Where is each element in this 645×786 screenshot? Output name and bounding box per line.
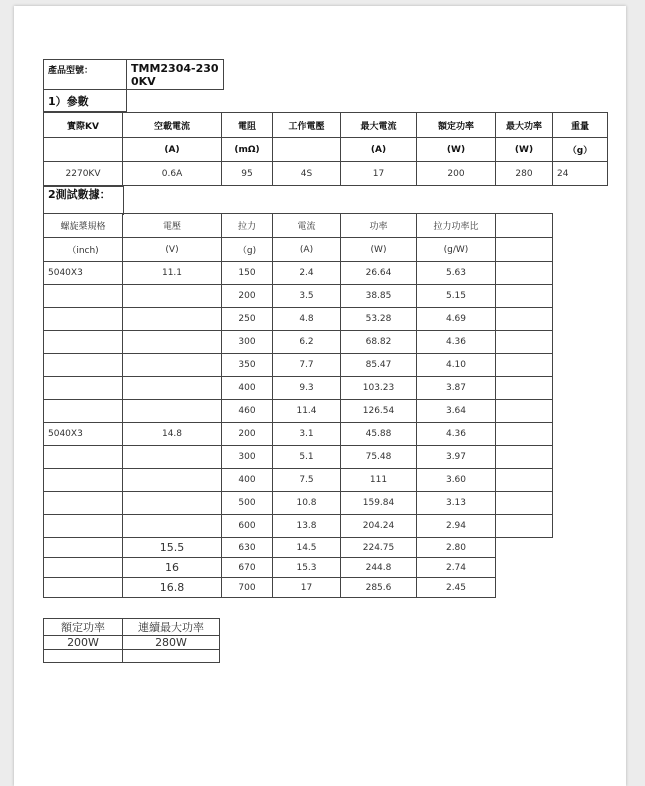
test-cell: 26.64	[341, 262, 417, 285]
test-cell: 53.28	[341, 308, 417, 331]
test-cell	[123, 515, 222, 538]
test-cell: 4.10	[417, 354, 496, 377]
test-cell: 2.94	[417, 515, 496, 538]
test-cell: 244.8	[341, 558, 417, 578]
test-cell	[123, 469, 222, 492]
test-cell-blank	[496, 354, 553, 377]
test-cell: 200	[222, 423, 273, 446]
test-cell	[123, 400, 222, 423]
param-header-kv: 實際KV	[44, 113, 123, 138]
test-cell	[123, 446, 222, 469]
test-cell	[44, 446, 123, 469]
test-cell: 2.45	[417, 578, 496, 598]
test-cell	[44, 377, 123, 400]
test-cell	[123, 354, 222, 377]
test-cell: 400	[222, 469, 273, 492]
test-cell: 7.5	[273, 469, 341, 492]
test-cell: 45.88	[341, 423, 417, 446]
test-data-row	[44, 285, 553, 308]
test-cell-blank	[496, 515, 553, 538]
test-unit: (g/W)	[417, 238, 496, 262]
test-data-row	[44, 538, 553, 558]
test-cell: 670	[222, 558, 273, 578]
test-data-row	[44, 558, 553, 578]
test-cell	[44, 400, 123, 423]
test-cell: 17	[273, 578, 341, 598]
test-cell: 15.5	[123, 538, 222, 558]
test-cell	[44, 285, 123, 308]
test-cell	[44, 538, 123, 558]
test-cell: 38.85	[341, 285, 417, 308]
section1-title: 1）參數	[44, 90, 127, 112]
test-data-row	[44, 354, 553, 377]
param-unit: (A)	[341, 138, 417, 162]
test-cell: 126.54	[341, 400, 417, 423]
section2-title: 2測試數據：	[44, 187, 124, 215]
test-unit: （g)	[222, 238, 273, 262]
param-value: 17	[341, 162, 417, 186]
test-cell: 300	[222, 331, 273, 354]
test-data-row	[44, 331, 553, 354]
test-cell: 400	[222, 377, 273, 400]
test-data-row	[44, 308, 553, 331]
test-cell	[123, 308, 222, 331]
test-cell: 11.1	[123, 262, 222, 285]
test-cell	[44, 308, 123, 331]
test-cell: 630	[222, 538, 273, 558]
test-header-power: 功率	[341, 214, 417, 238]
test-cell: 2.80	[417, 538, 496, 558]
test-cell: 4.36	[417, 331, 496, 354]
test-cell: 6.2	[273, 331, 341, 354]
test-cell: 700	[222, 578, 273, 598]
param-unit: （g）	[553, 138, 608, 162]
test-header-voltage: 電壓	[123, 214, 222, 238]
test-cell: 300	[222, 446, 273, 469]
test-cell: 500	[222, 492, 273, 515]
test-header-blank	[496, 214, 553, 238]
test-cell: 600	[222, 515, 273, 538]
test-cell: 103.23	[341, 377, 417, 400]
test-data-row	[44, 400, 553, 423]
test-cell	[44, 558, 123, 578]
test-cell: 16	[123, 558, 222, 578]
param-value: 24	[553, 162, 608, 186]
test-cell	[44, 492, 123, 515]
test-cell: 5.1	[273, 446, 341, 469]
test-cell: 15.3	[273, 558, 341, 578]
params-table	[43, 112, 608, 186]
test-cell: 5040X3	[44, 423, 123, 446]
param-header-weight: 重量	[553, 113, 608, 138]
test-cell-blank	[496, 331, 553, 354]
test-cell: 10.8	[273, 492, 341, 515]
test-cell: 200	[222, 285, 273, 308]
param-unit: (A)	[123, 138, 222, 162]
test-cell: 224.75	[341, 538, 417, 558]
test-data-row	[44, 262, 553, 285]
test-cell	[123, 285, 222, 308]
param-header-noload-current: 空載電流	[123, 113, 222, 138]
test-cell-blank	[496, 423, 553, 446]
summary-header-max-continuous-power: 連續最大功率	[123, 619, 220, 636]
test-data-row	[44, 377, 553, 400]
test-cell	[44, 578, 123, 598]
test-data-row	[44, 515, 553, 538]
test-cell: 3.1	[273, 423, 341, 446]
test-cell	[123, 331, 222, 354]
param-header-resistance: 電阻	[222, 113, 273, 138]
test-cell: 285.6	[341, 578, 417, 598]
test-unit: （inch)	[44, 238, 123, 262]
param-unit	[44, 138, 123, 162]
test-cell: 5.63	[417, 262, 496, 285]
param-header-voltage: 工作電壓	[273, 113, 341, 138]
test-cell: 13.8	[273, 515, 341, 538]
param-value: 200	[417, 162, 496, 186]
param-value: 0.6A	[123, 162, 222, 186]
section2-title-box	[43, 186, 124, 215]
test-cell: 111	[341, 469, 417, 492]
test-cell: 159.84	[341, 492, 417, 515]
test-cell	[44, 354, 123, 377]
param-header-max-power: 最大功率	[496, 113, 553, 138]
test-cell	[123, 492, 222, 515]
test-cell-blank	[496, 469, 553, 492]
model-value: TMM2304-2300KV	[127, 60, 224, 90]
summary-value-rated-power: 200W	[44, 636, 123, 650]
param-header-max-current: 最大電流	[341, 113, 417, 138]
param-unit: (W)	[417, 138, 496, 162]
test-cell: 5.15	[417, 285, 496, 308]
test-cell: 4.36	[417, 423, 496, 446]
param-value: 95	[222, 162, 273, 186]
test-cell: 16.8	[123, 578, 222, 598]
test-header-efficiency: 拉力功率比	[417, 214, 496, 238]
test-cell	[44, 331, 123, 354]
test-data-table	[43, 213, 553, 598]
test-cell: 460	[222, 400, 273, 423]
test-cell: 85.47	[341, 354, 417, 377]
test-cell-blank	[496, 492, 553, 515]
test-cell: 2.4	[273, 262, 341, 285]
test-cell-blank	[496, 285, 553, 308]
test-data-row	[44, 492, 553, 515]
param-value: 280	[496, 162, 553, 186]
test-data-row	[44, 469, 553, 492]
test-header-current: 電流	[273, 214, 341, 238]
test-cell-blank	[496, 262, 553, 285]
test-header-propeller: 螺旋槳規格	[44, 214, 123, 238]
test-cell	[44, 515, 123, 538]
test-data-row	[44, 446, 553, 469]
test-cell: 3.97	[417, 446, 496, 469]
test-cell: 4.69	[417, 308, 496, 331]
test-cell-blank	[496, 308, 553, 331]
test-data-row	[44, 423, 553, 446]
param-unit	[273, 138, 341, 162]
test-cell: 3.5	[273, 285, 341, 308]
test-cell: 5040X3	[44, 262, 123, 285]
test-unit-blank	[496, 238, 553, 262]
model-label: 產品型號：	[44, 60, 127, 90]
summary-value-max-continuous-power: 280W	[123, 636, 220, 650]
test-cell: 3.87	[417, 377, 496, 400]
param-value: 4S	[273, 162, 341, 186]
test-header-thrust: 拉力	[222, 214, 273, 238]
test-cell	[123, 377, 222, 400]
test-cell: 3.60	[417, 469, 496, 492]
test-cell: 3.64	[417, 400, 496, 423]
test-cell: 14.5	[273, 538, 341, 558]
test-cell: 75.48	[341, 446, 417, 469]
param-value: 2270KV	[44, 162, 123, 186]
test-cell: 68.82	[341, 331, 417, 354]
param-header-rated-power: 額定功率	[417, 113, 496, 138]
test-cell: 7.7	[273, 354, 341, 377]
test-cell-blank	[496, 446, 553, 469]
test-cell: 3.13	[417, 492, 496, 515]
test-cell: 204.24	[341, 515, 417, 538]
summary-blank-cell	[123, 650, 220, 663]
param-unit: (mΩ)	[222, 138, 273, 162]
test-cell: 4.8	[273, 308, 341, 331]
test-cell-blank	[496, 377, 553, 400]
test-data-row	[44, 578, 553, 598]
test-unit: (V)	[123, 238, 222, 262]
summary-table	[43, 618, 220, 663]
test-cell: 250	[222, 308, 273, 331]
param-unit: (W)	[496, 138, 553, 162]
test-cell: 2.74	[417, 558, 496, 578]
test-unit: (W)	[341, 238, 417, 262]
test-cell	[44, 469, 123, 492]
test-cell: 350	[222, 354, 273, 377]
test-cell: 11.4	[273, 400, 341, 423]
test-cell: 150	[222, 262, 273, 285]
model-table	[43, 59, 224, 112]
test-cell-blank	[496, 400, 553, 423]
test-cell: 9.3	[273, 377, 341, 400]
test-cell: 14.8	[123, 423, 222, 446]
summary-header-rated-power: 額定功率	[44, 619, 123, 636]
summary-blank-cell	[44, 650, 123, 663]
test-unit: (A)	[273, 238, 341, 262]
